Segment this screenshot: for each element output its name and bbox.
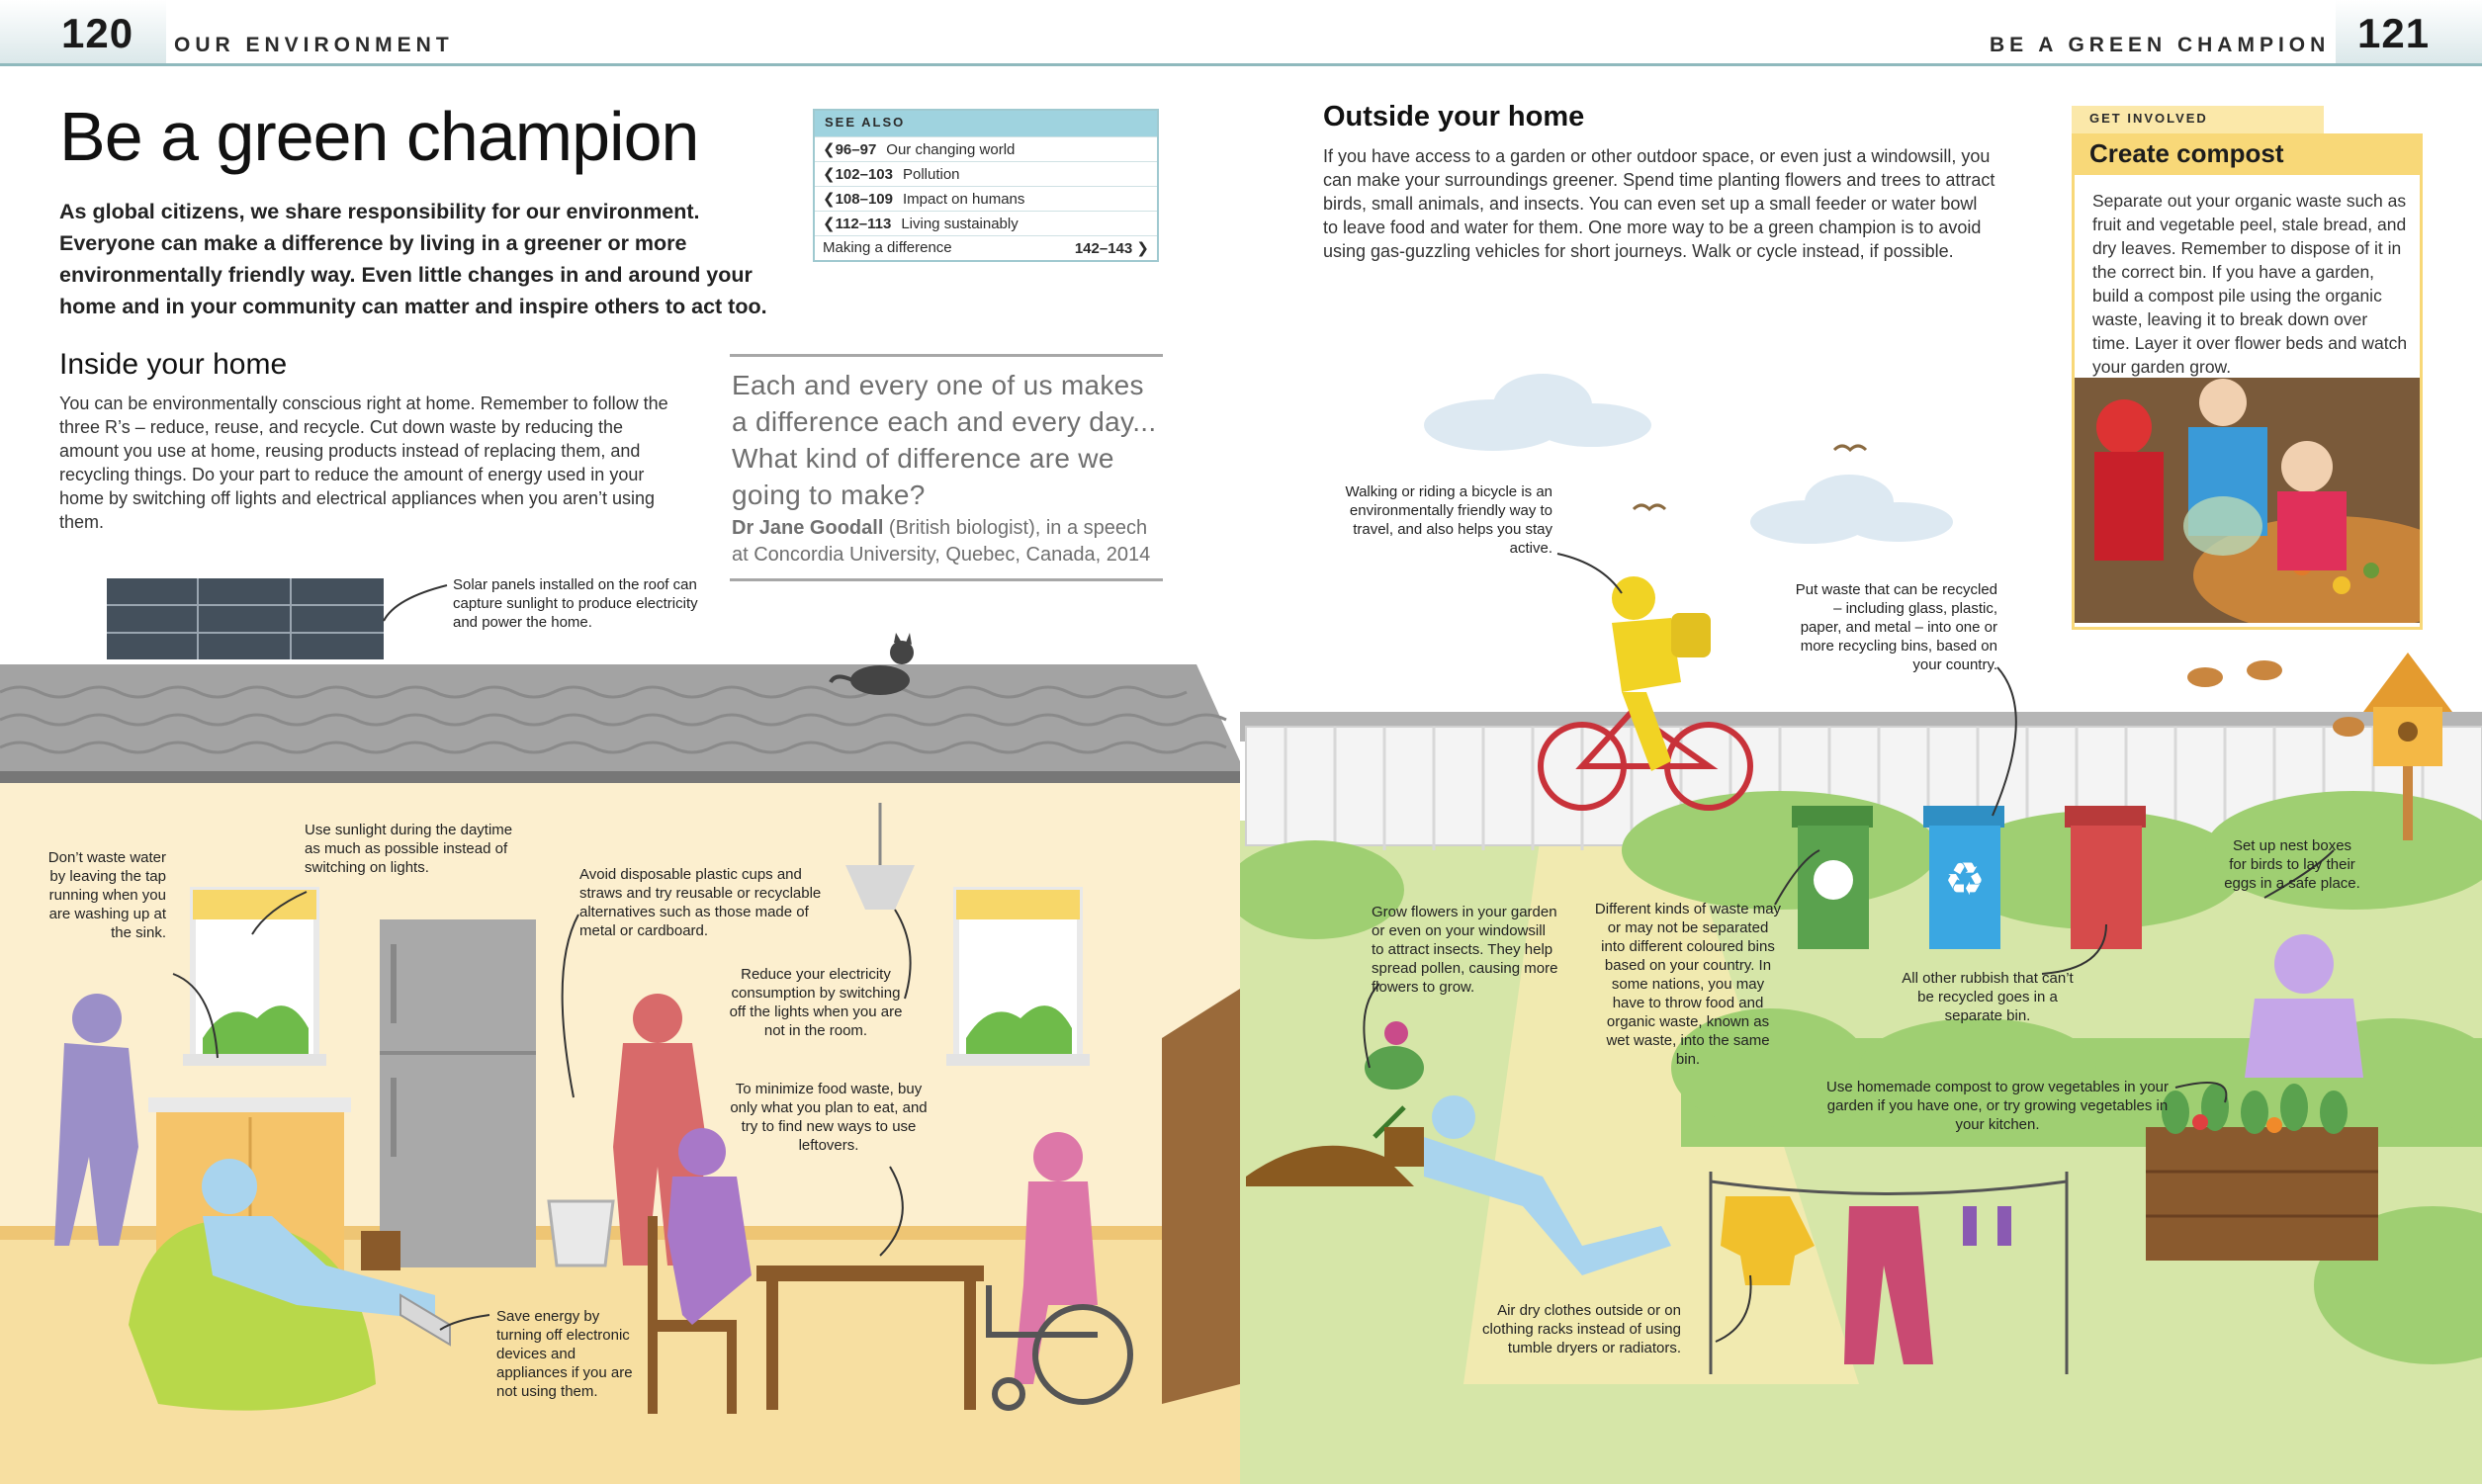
blue-bin-icon <box>1923 806 2004 949</box>
see-also-pages: 96–97 <box>835 141 877 158</box>
annotation-bins: Different kinds of waste may or may not be separated into different coloured bins based on your country. In some nations, you may have to throw food and organic waste, known as wet waste, into the same bin. <box>1594 901 1782 1068</box>
get-involved-body <box>2072 175 2423 630</box>
see-also-pages: 142–143 <box>1074 240 1133 257</box>
annotation-flowers: Grow flowers in your garden or even on your windowsill to attract insects. They help spread pollen, causing more flowers to grow. <box>1372 904 1558 996</box>
bird-icon <box>1634 505 1665 509</box>
get-involved-text: Separate out your organic waste such as fruit and vegetable peel, stale bread, and dry leaves. Remember to dispose of it in the correct bin. If you have a garden, build a compost pile using the organic waste, leaving it to break down over time. Layer it over flower beds and watch your garden grow. <box>2092 191 2408 377</box>
arrow-right-icon: ❯ <box>1136 240 1149 257</box>
annotation-water: Don’t waste water by leaving the tap running when you are washing up at the sink. <box>47 849 166 941</box>
annotation-electricity: Reduce your electricity consumption by switching off the lights when you are not in the room. <box>729 966 903 1039</box>
window-right <box>946 890 1090 1066</box>
see-also-label: Pollution <box>902 166 960 183</box>
outside-heading: Outside your home <box>1323 101 1585 132</box>
arrow-left-icon: ❮ <box>823 191 836 208</box>
arrow-left-icon: ❮ <box>823 141 836 158</box>
bird-icon <box>1834 446 1866 450</box>
annotation-recycle: Put waste that can be recycled – including glass, plastic, paper, and metal – into one or more recycling bins, based on your country. <box>1795 581 1997 673</box>
quote-text: Each and every one of us makes a difference each and every day... What kind of difference are we going to make? <box>732 370 1157 510</box>
get-involved-title: Create compost <box>2072 133 2423 175</box>
solar-panel-icon <box>107 578 384 659</box>
see-also-pages: 108–109 <box>835 191 893 208</box>
door <box>1162 989 1240 1404</box>
see-also-label: Our changing world <box>886 141 1016 158</box>
fridge <box>380 919 536 1267</box>
vegetable-planter <box>2146 1127 2378 1261</box>
see-also-label: Making a difference <box>823 239 952 256</box>
cloud-icon <box>1750 475 1953 544</box>
annotation-clothes: Air dry clothes outside or on clothing racks instead of using tumble dryers or radiators. <box>1482 1302 1681 1356</box>
inside-heading: Inside your home <box>59 348 288 381</box>
arrow-left-icon: ❮ <box>823 216 836 232</box>
green-bin-icon <box>1792 806 1873 949</box>
see-also-label: Living sustainably <box>901 216 1019 232</box>
page-title: Be a green champion <box>59 98 699 175</box>
window-left <box>183 890 326 1066</box>
right-section-title: BE A GREEN CHAMPION <box>1990 34 2331 56</box>
outside-text: If you have access to a garden or other outdoor space, or even just a windowsill, you can make your surroundings greener. Spend time planting flowers and trees to attract birds, small animals, and insects. You can even set up a small feeder or water bowl to leave food and water for them. One more way to be a green champion is to avoid using gas-guzzling vehicles for short journeys. Walk or cycle instead, if possible. <box>1323 146 1995 261</box>
annotation-solar: Solar panels installed on the roof can capture sunlight to produce electricity and power the home. <box>453 576 698 631</box>
annotation-rubbish: All other rubbish that can’t be recycled goes in a separate bin. <box>1902 970 2074 1024</box>
annotation-food: To minimize food waste, buy only what you plan to eat, and try to find new ways to use leftovers. <box>730 1081 928 1154</box>
left-section-title: OUR ENVIRONMENT <box>174 34 454 56</box>
intro-text: As global citizens, we share responsibility for our environment. Everyone can make a difference by living in a greener or more environmentally friendly way. Even little changes in and around your home and in your community can matter and inspire others to act too. <box>59 200 767 318</box>
see-also-heading: SEE ALSO <box>815 111 1157 136</box>
annotation-sunlight: Use sunlight during the daytime as much as possible instead of switching on lights. <box>305 822 513 876</box>
left-page-number: 120 <box>61 10 134 56</box>
quote-author: Dr Jane Goodall <box>732 517 884 539</box>
waste-basket <box>549 1201 613 1266</box>
annotation-nest: Set up nest boxes for birds to lay their eggs in a safe place. <box>2224 837 2360 892</box>
annotation-plastic: Avoid disposable plastic cups and straws and try reusable or recyclable alternatives such as those made of metal or cardboard. <box>579 866 822 939</box>
annotation-devices: Save energy by turning off electronic devices and appliances if you are not using them. <box>496 1308 633 1400</box>
annotation-compost: Use homemade compost to grow vegetables in your garden if you have one, or try growing vegetables in your kitchen. <box>1825 1079 2169 1133</box>
arrow-left-icon: ❮ <box>823 166 836 183</box>
right-page-number: 121 <box>2357 10 2431 56</box>
cloud-icon <box>1424 374 1651 451</box>
compost-photo <box>2075 378 2420 623</box>
inside-text: You can be environmentally conscious right at home. Remember to follow the three R’s – reduce, reuse, and recycle. Cut down waste by reducing the amount you use at home, reusing products instead of replacing them, and recycling things. Do your part to reduce the amount of energy used in your home by switching off lights and electrical appliances when you aren’t using them. <box>59 393 668 532</box>
see-also-pages: 102–103 <box>835 166 893 183</box>
quote-source: (British biologist), in a speech at Concordia University, Quebec, Canada, 2014 <box>732 517 1151 566</box>
see-also-pages: 112–113 <box>835 216 892 232</box>
svg-text:♻: ♻ <box>1944 852 1986 906</box>
get-involved-tab: GET INVOLVED <box>2072 106 2324 133</box>
see-also-label: Impact on humans <box>902 191 1025 208</box>
roof-gutter <box>0 771 1240 783</box>
book-icon <box>361 1231 400 1270</box>
annotation-bicycle: Walking or riding a bicycle is an environmentally friendly way to travel, and also helps you stay active. <box>1345 483 1552 557</box>
get-involved-box <box>2072 106 2423 630</box>
